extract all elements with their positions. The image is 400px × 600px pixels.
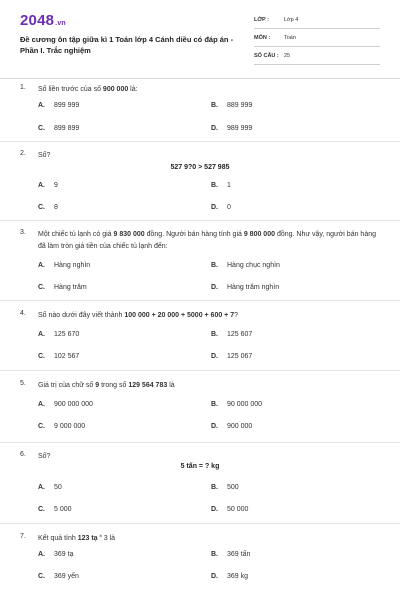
question-number: 5. [20,380,26,387]
question-text: Một chiếc tủ lạnh có giá 9 830 000 đồng. Người bán hàng tính giá 9 800 000 đồng. Như vậy, người bán hàng đã làm tròn giá tiền của chiếc tủ lạnh đến: [38,231,377,250]
option-c[interactable]: C. 8 [38,204,58,211]
logo-suffix: .vn [55,20,66,27]
question-divider [0,220,400,221]
meta-row-class [254,14,380,29]
question-text: Giá trị của chữ số 9 trong số 129 564 783 là [38,382,175,389]
meta-value: Lớp 4 [284,17,299,23]
option-d[interactable]: D. Hàng trăm nghìn [211,284,280,291]
meta-row-subject [254,32,380,47]
question-divider [0,141,400,142]
question-text: Số? [38,152,51,159]
question-divider [0,523,400,524]
option-a[interactable]: A. 125 670 [38,331,80,338]
meta-row-count [254,50,380,65]
question-number: 4. [20,310,26,317]
option-b[interactable]: B. 500 [211,484,239,491]
question-number: 6. [20,451,26,458]
option-b[interactable]: B. 90 000 000 [211,401,263,408]
question-divider [0,442,400,443]
option-a[interactable]: A. Hàng nghìn [38,262,91,269]
option-b[interactable]: B. 1 [211,182,231,189]
option-d[interactable]: D. 369 kg [211,573,249,580]
site-logo[interactable] [20,12,66,29]
option-d[interactable]: D. 900 000 [211,423,253,430]
option-a[interactable]: A. 900 000 000 [38,401,93,408]
title-line-1: Đề cương ôn tập giữa kì 1 Toán lớp 4 Cánh diều có đáp án - [20,35,234,44]
page-title [20,34,240,56]
option-c[interactable]: C. 899 899 [38,125,80,132]
question-divider [0,300,400,301]
option-a[interactable]: A. 50 [38,484,62,491]
option-b[interactable]: B. 369 tấn [211,551,251,558]
question-number: 7. [20,533,26,540]
question-text: Kết quả tính 123 tạ ˟ 3 là [38,535,116,542]
question-number: 1. [20,84,26,91]
option-b[interactable]: B. 125 607 [211,331,253,338]
question-expression: 527 9?0 > 527 985 [170,164,230,171]
question-number: 3. [20,229,26,236]
header [0,0,400,80]
option-a[interactable]: A. 369 tạ [38,551,74,558]
question-text: Số liền trước của số 900 000 là: [38,86,138,93]
option-a[interactable]: A. 899 999 [38,102,80,109]
meta-key: LỚP : [254,17,269,23]
option-d[interactable]: D. 989 999 [211,125,253,132]
option-d[interactable]: D. 125 067 [211,353,253,360]
option-c[interactable]: C. 102 567 [38,353,80,360]
meta-value: 25 [284,53,291,59]
logo-main: 2048 [20,12,55,29]
option-d[interactable]: D. 0 [211,204,231,211]
option-c[interactable]: C. 5 000 [38,506,72,513]
question-number: 2. [20,150,26,157]
option-b[interactable]: B. 889 999 [211,102,253,109]
meta-key: SỐ CÂU : [254,53,279,59]
question-text: Số nào dưới đây viết thành 100 000 + 20 000 + 5000 + 600 + 7? [38,312,239,319]
option-c[interactable]: C. 369 yến [38,573,79,580]
option-c[interactable]: C. Hàng trăm [38,284,87,291]
header-divider [0,78,400,79]
option-c[interactable]: C. 9 000 000 [38,423,86,430]
meta-value: Toán [284,35,296,41]
option-d[interactable]: D. 50 000 [211,506,249,513]
question-divider [0,370,400,371]
option-a[interactable]: A. 9 [38,182,58,189]
title-line-2: Phần I. Trắc nghiệm [20,46,91,55]
option-b[interactable]: B. Hàng chục nghìn [211,262,280,269]
question-expression: 5 tấn = ? kg [180,463,220,470]
question-text: Số? [38,453,51,460]
meta-key: MÔN : [254,35,271,41]
meta-info [254,14,380,68]
